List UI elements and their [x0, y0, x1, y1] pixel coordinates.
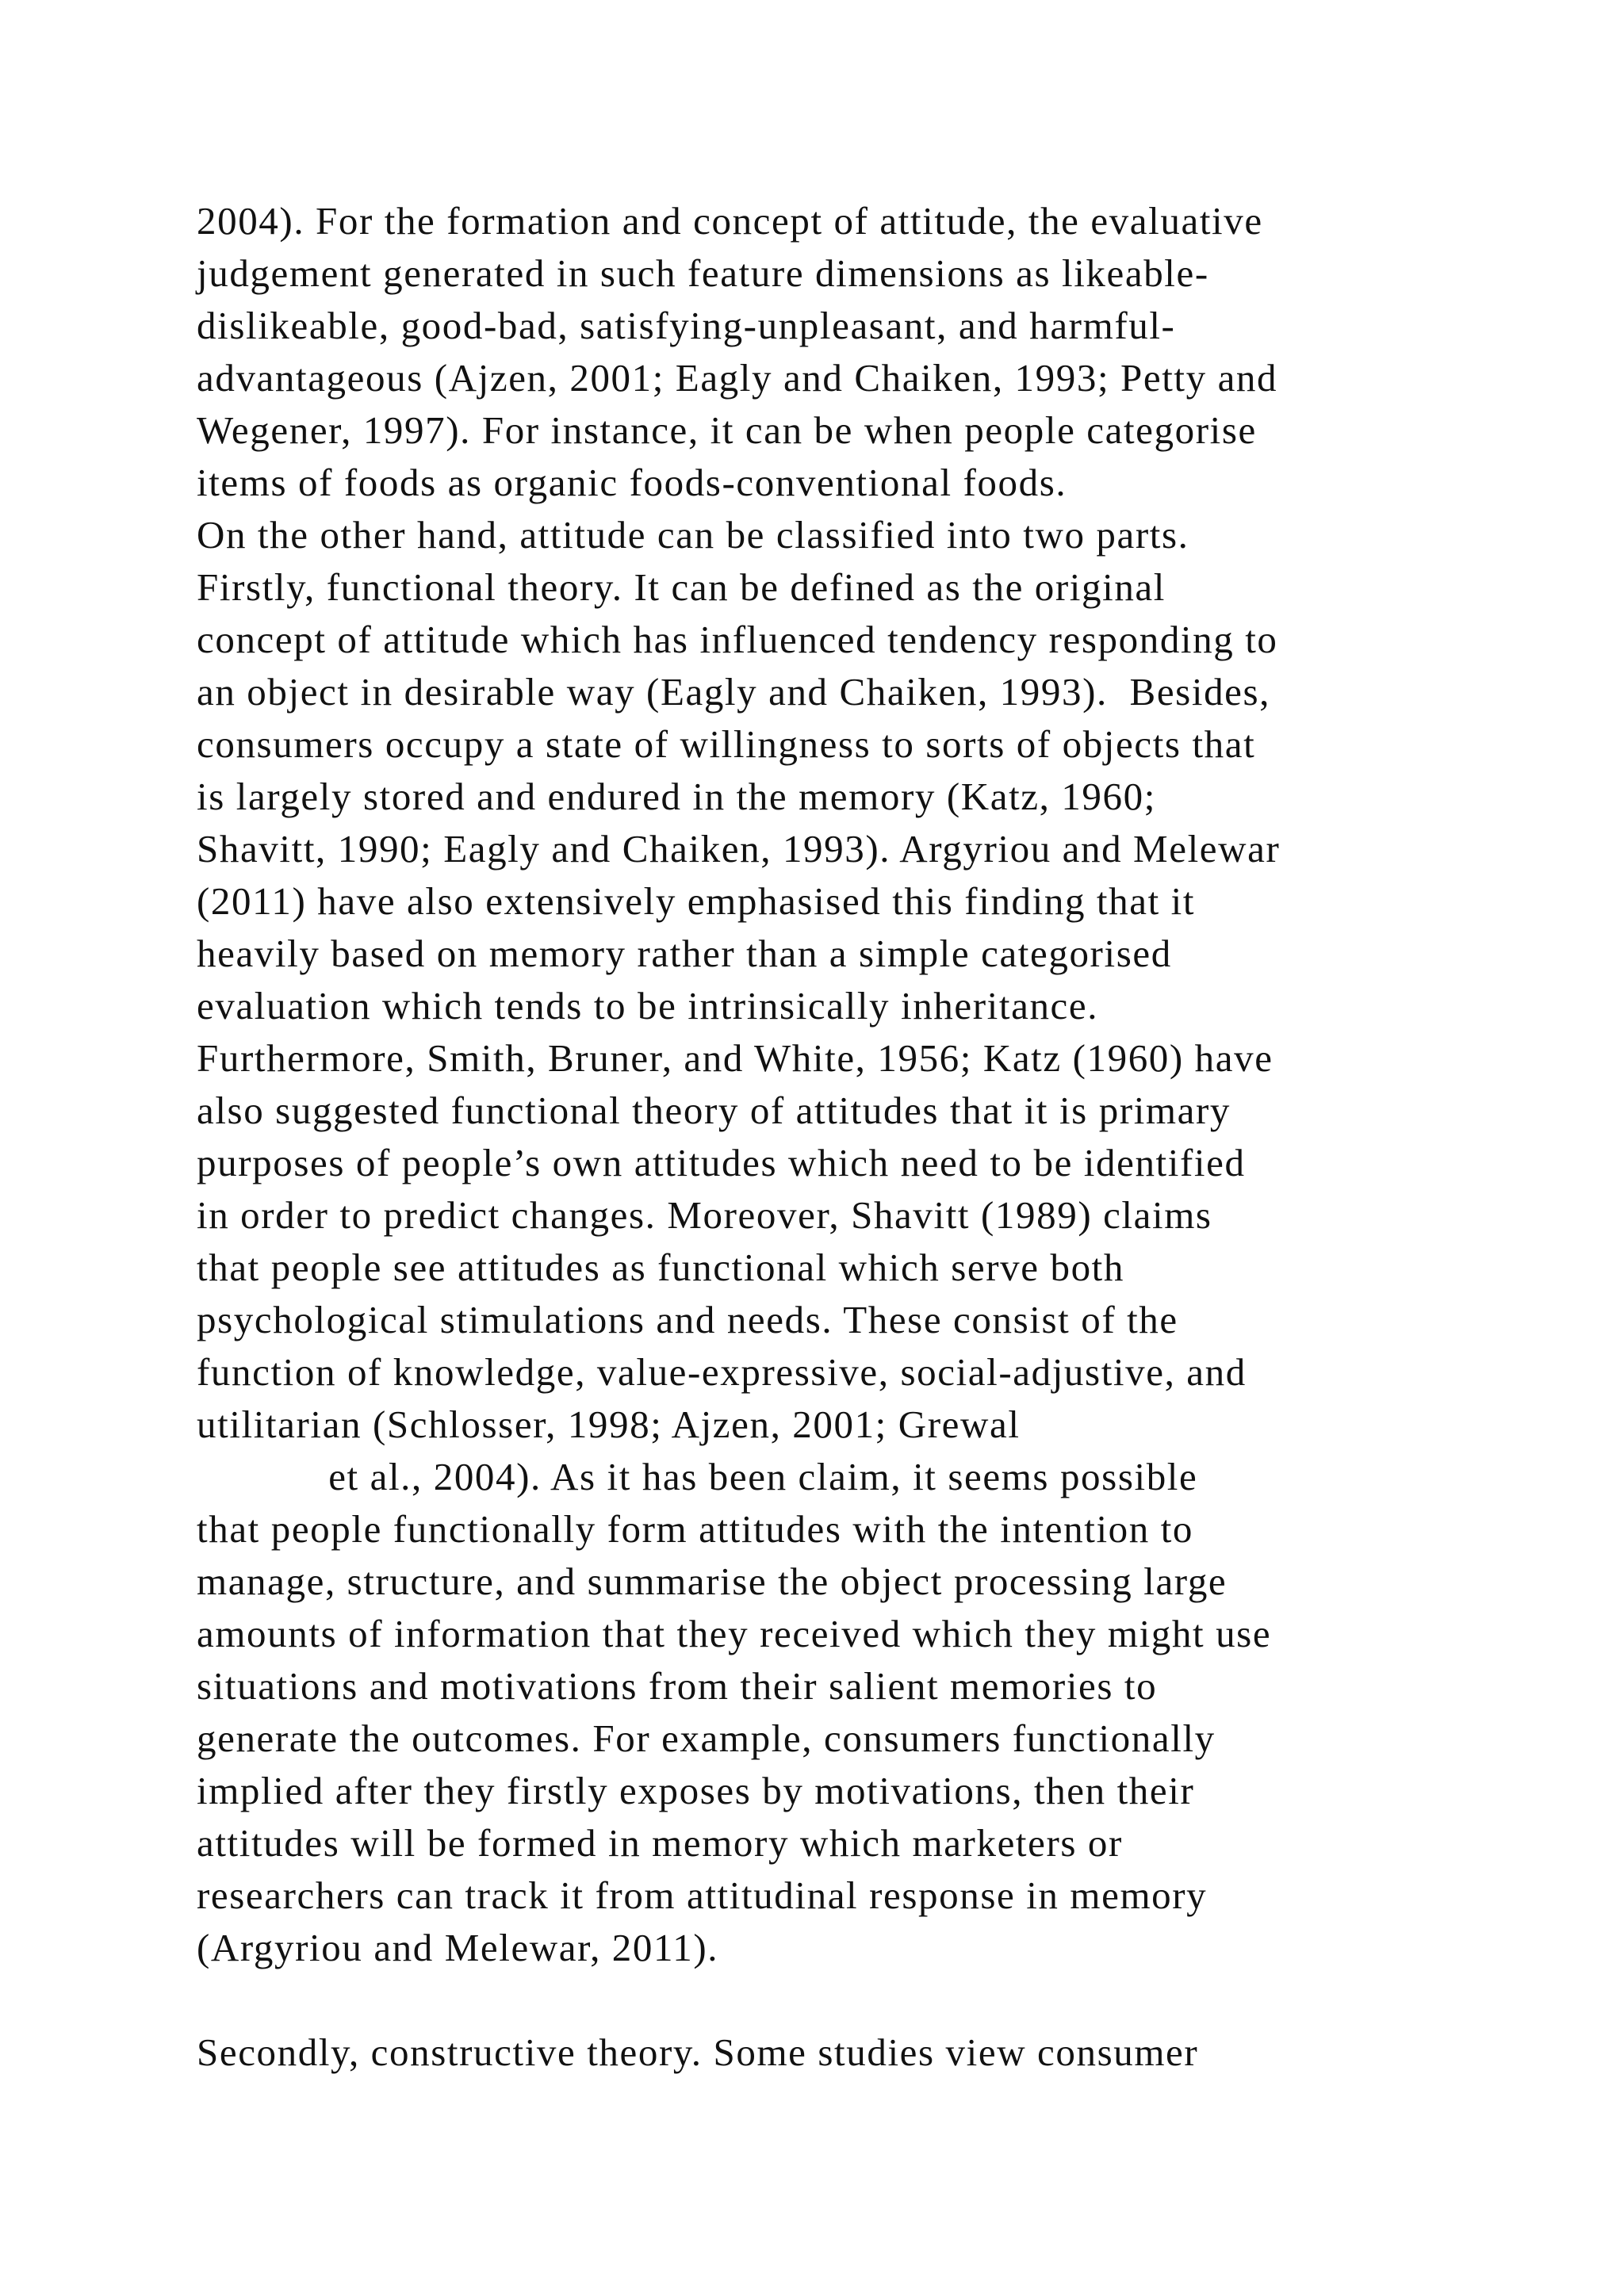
text-line: function of knowledge, value-expressive, social-adjustive, and: [197, 1350, 1247, 1394]
text-line: items of foods as organic foods-conventional foods.: [197, 461, 1067, 504]
text-line: situations and motivations from their salient memories to: [197, 1664, 1158, 1708]
text-line: (Argyriou and Melewar, 2011).: [197, 1926, 719, 1969]
text-line: manage, structure, and summarise the object processing large: [197, 1559, 1228, 1603]
text-line: advantageous (Ajzen, 2001; Eagly and Chaiken, 1993; Petty and: [197, 356, 1278, 400]
text-line: concept of attitude which has influenced tendency responding to: [197, 618, 1278, 661]
text-line: researchers can track it from attitudinal response in memory: [197, 1873, 1208, 1917]
text-line: On the other hand, attitude can be classified into two parts.: [197, 513, 1189, 557]
text-line: Firstly, functional theory. It can be defined as the original: [197, 565, 1166, 609]
text-line: heavily based on memory rather than a simple categorised: [197, 932, 1172, 975]
text-line: is largely stored and endured in the memory (Katz, 1960;: [197, 775, 1156, 818]
text-line: (2011) have also extensively emphasised this finding that it: [197, 879, 1196, 923]
text-line: Secondly, constructive theory. Some studies view consumer: [197, 2030, 1199, 2074]
text-line: Furthermore, Smith, Bruner, and White, 1956; Katz (1960) have: [197, 1036, 1274, 1080]
text-line: in order to predict changes. Moreover, Shavitt (1989) claims: [197, 1193, 1212, 1237]
text-line: et al., 2004). As it has been claim, it seems possible: [197, 1455, 1198, 1498]
text-line: Shavitt, 1990; Eagly and Chaiken, 1993). Argyriou and Melewar: [197, 827, 1281, 871]
text-line: implied after they firstly exposes by motivations, then their: [197, 1769, 1195, 1812]
body-text: [197, 195, 1497, 2079]
text-line: attitudes will be formed in memory which marketers or: [197, 1821, 1123, 1865]
text-line: 2004). For the formation and concept of attitude, the evaluative: [197, 199, 1263, 243]
text-line: psychological stimulations and needs. These consist of the: [197, 1298, 1178, 1341]
text-line: consumers occupy a state of willingness to sorts of objects that: [197, 722, 1256, 766]
text-line: utilitarian (Schlosser, 1998; Ajzen, 2001; Grewal: [197, 1402, 1021, 1446]
text-line: Wegener, 1997). For instance, it can be when people categorise: [197, 408, 1257, 452]
text-line: amounts of information that they received which they might use: [197, 1612, 1272, 1655]
text-line: evaluation which tends to be intrinsically inheritance.: [197, 984, 1099, 1027]
text-line: also suggested functional theory of attitudes that it is primary: [197, 1089, 1231, 1132]
paragraph-gap: [197, 1974, 1497, 2026]
text-line: generate the outcomes. For example, consumers functionally: [197, 1716, 1216, 1760]
text-line: that people functionally form attitudes with the intention to: [197, 1507, 1194, 1551]
text-line: dislikeable, good-bad, satisfying-unpleasant, and harmful-: [197, 304, 1176, 347]
text-line: that people see attitudes as functional which serve both: [197, 1246, 1124, 1289]
text-line: an object in desirable way (Eagly and Chaiken, 1993). Besides,: [197, 670, 1271, 714]
text-line: purposes of people’s own attitudes which need to be identified: [197, 1141, 1246, 1184]
text-line: judgement generated in such feature dimensions as likeable-: [197, 251, 1209, 295]
